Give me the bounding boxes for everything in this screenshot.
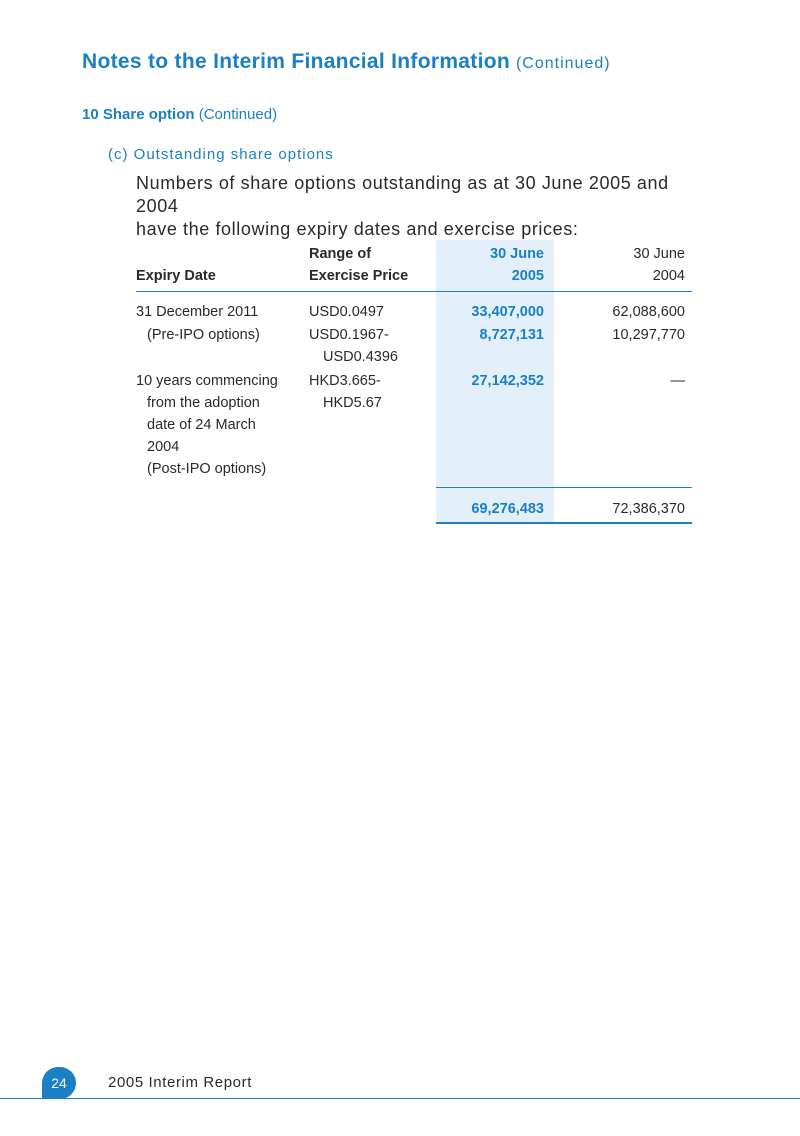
- section-suffix: (Continued): [198, 106, 278, 123]
- row1-price: USD0.0497: [309, 304, 384, 320]
- total-2004: 72,386,370: [612, 501, 685, 517]
- row3-2005: 27,142,352: [471, 373, 544, 389]
- row3-expiry-cont3: 2004: [147, 439, 180, 455]
- row2-2005: 8,727,131: [479, 327, 544, 343]
- section-number-title: 10 Share option: [82, 106, 195, 123]
- header-2004-line2: 2004: [652, 268, 685, 284]
- header-rule: [136, 291, 692, 292]
- section-heading: [82, 106, 277, 123]
- total-top-rule: [436, 487, 692, 488]
- header-range-line2: Exercise Price: [309, 268, 409, 284]
- row2-price: USD0.1967-: [309, 327, 389, 343]
- row3-price-cont: HKD5.67: [323, 395, 382, 411]
- intro-line-1: Numbers of share options outstanding as at 30 June 2005 and 2004: [136, 173, 669, 216]
- row3-expiry-cont2: date of 24 March: [147, 417, 256, 433]
- page-number-badge: 24: [42, 1067, 76, 1099]
- header-range-line1: Range of: [309, 246, 372, 262]
- header-expiry-date: Expiry Date: [136, 268, 216, 284]
- page-title-text: Notes to the Interim Financial Information: [82, 50, 510, 73]
- row2-price-cont: USD0.4396: [323, 349, 398, 365]
- row3-2004: —: [670, 373, 685, 389]
- row3-expiry-cont1: from the adoption: [147, 395, 260, 411]
- row3-price: HKD3.665-: [309, 373, 381, 389]
- intro-paragraph: [136, 172, 706, 241]
- intro-line-2: have the following expiry dates and exercise prices:: [136, 219, 579, 239]
- subsection-heading: (c) Outstanding share options: [108, 146, 334, 163]
- row3-expiry: 10 years commencing: [136, 373, 278, 389]
- row1-2004: 62,088,600: [612, 304, 685, 320]
- row1-2005: 33,407,000: [471, 304, 544, 320]
- page-title: [82, 50, 611, 74]
- page-title-suffix: (Continued): [515, 55, 611, 72]
- header-2005-line2: 2005: [511, 268, 544, 284]
- footer-rule: [0, 1098, 800, 1099]
- row2-2004: 10,297,770: [612, 327, 685, 343]
- share-options-table: [136, 240, 692, 530]
- row3-expiry-cont4: (Post-IPO options): [147, 461, 267, 477]
- total-2005: 69,276,483: [471, 501, 544, 517]
- header-2005-line1: 30 June: [490, 246, 544, 262]
- footer-report-title: 2005 Interim Report: [108, 1074, 252, 1091]
- row1-expiry: 31 December 2011: [136, 304, 259, 320]
- total-bottom-rule: [436, 522, 692, 524]
- row2-expiry: (Pre-IPO options): [147, 327, 260, 343]
- header-2004-line1: 30 June: [633, 246, 685, 262]
